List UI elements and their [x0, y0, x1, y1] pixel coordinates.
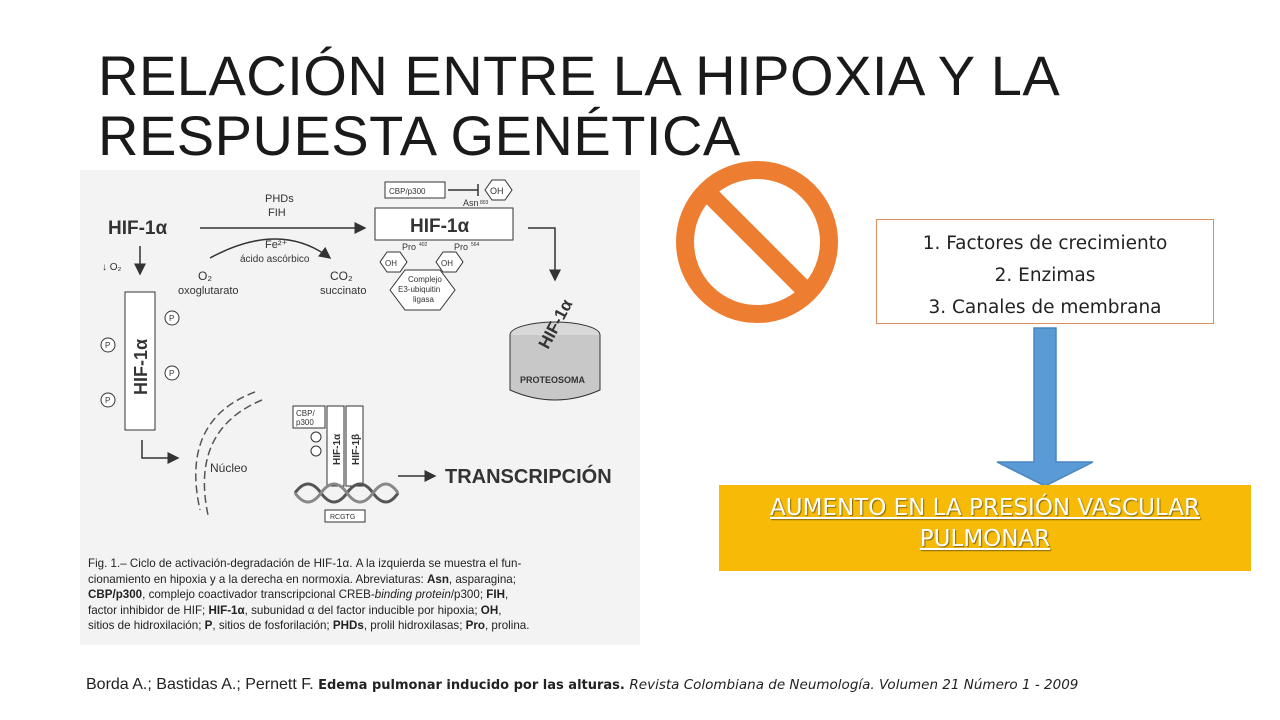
hif1a-tilted: HIF-1α	[534, 296, 577, 352]
hif1a-label: HIF-1α	[108, 218, 168, 239]
asn-label: Asn	[463, 198, 479, 208]
caption-l3e: FIH	[486, 588, 505, 602]
nucleus-label: Núcleo	[210, 461, 248, 475]
caption-l4e: ,	[498, 603, 502, 617]
hif1a-small: HIF-1α	[332, 433, 343, 465]
complejo-line3: ligasa	[413, 295, 434, 304]
ref-journal: Revista Colombiana de Neumología. Volumen 21 Número 1 - 2009	[629, 677, 1079, 693]
pro2-num: 564	[471, 242, 480, 248]
p-1: P	[169, 314, 175, 323]
caption-l5f: Pro	[465, 619, 485, 633]
proteasome-label: PROTEOSOMA	[520, 375, 586, 385]
caption-line-2	[88, 572, 636, 588]
hif1b-small: HIF-1β	[351, 433, 362, 465]
asn-num: 803	[480, 200, 489, 206]
figure-caption	[88, 556, 636, 634]
caption-l3f: ,	[504, 588, 509, 602]
caption-l2a: cionamiento en hipoxia y a la derecha en normoxia. Abreviaturas:	[88, 572, 427, 586]
result-box	[719, 485, 1251, 571]
succinate-label: succinato	[320, 285, 367, 297]
phds-label: PHDs	[265, 193, 294, 205]
title-line-2: RESPUESTA GENÉTICA	[98, 104, 741, 167]
caption-l5e: , prolil hidroxilasas;	[363, 619, 466, 633]
result-line-1: AUMENTO EN LA PRESIÓN VASCULAR	[770, 495, 1200, 521]
caption-line-1	[88, 556, 636, 572]
list-item-3: 3. Canales de membrana	[928, 297, 1162, 318]
caption-line-4	[88, 603, 636, 619]
caption-fig: Fig. 1.– Ciclo de activación-degradación de HIF-1α. A la izquierda se muestra el fun-	[88, 557, 522, 570]
caption-l3a: CBP/p300	[88, 588, 143, 602]
oxoglutarate-label: oxoglutarato	[178, 285, 239, 297]
p-4: P	[105, 396, 111, 405]
cbp-line2: p300	[296, 418, 314, 427]
caption-l5c: , sitios de fosforilación;	[212, 619, 333, 633]
ascorbic-label: ácido ascórbico	[240, 254, 310, 265]
caption-l4a: factor inhibidor de HIF;	[88, 603, 209, 617]
o2-label: O₂	[198, 269, 212, 283]
pro1-num: 402	[419, 242, 428, 248]
title-line-1: RELACIÓN ENTRE LA HIPOXIA Y LA	[98, 44, 1061, 107]
hif-diagram	[80, 170, 640, 550]
caption-l3c: binding protein	[374, 588, 451, 602]
caption-l5b: P	[204, 619, 213, 633]
fe-label: Fe²⁺	[265, 239, 288, 251]
caption-l3b: , complejo coactivador transcripcional CREB-	[142, 588, 375, 602]
caption-line-5	[88, 618, 636, 634]
pro2-label: Pro	[454, 242, 469, 252]
reference-citation	[86, 676, 1266, 694]
oh-top: OH	[490, 186, 504, 196]
caption-l4d: OH	[480, 603, 499, 617]
result-line-2: PULMONAR	[919, 526, 1051, 552]
fih-label: FIH	[268, 207, 286, 219]
hif1a-vertical: HIF-1α	[131, 338, 151, 395]
list-item-2: 2. Enzimas	[994, 265, 1096, 286]
prohibition-icon	[660, 158, 850, 328]
caption-l3d: /p300;	[450, 588, 487, 602]
co2-label: CO₂	[330, 269, 353, 283]
effects-list-box	[876, 219, 1214, 324]
caption-line-3	[88, 587, 636, 603]
p-2: P	[105, 341, 111, 350]
cbp-p300-top: CBP/p300	[389, 187, 426, 196]
transcription-label: TRANSCRIPCIÓN	[445, 466, 612, 488]
caption-l2c: , asparagina;	[448, 572, 516, 586]
caption-l5g: , prolina.	[484, 619, 530, 633]
complejo-line1: Complejo	[408, 275, 442, 284]
low-o2-label: ↓ O₂	[102, 262, 122, 273]
ref-article: Edema pulmonar inducido por las alturas.	[318, 678, 630, 693]
hif-cycle-figure	[80, 170, 640, 645]
rcgtg-label: RCGTG	[330, 514, 356, 521]
pro1-label: Pro	[402, 242, 417, 252]
caption-l2b: Asn	[427, 572, 449, 586]
down-arrow-icon	[996, 326, 1096, 488]
complejo-line2: E3-ubiquitin	[398, 285, 441, 294]
caption-l4b: HIF-1α	[208, 603, 245, 617]
slide-title	[98, 46, 1198, 166]
caption-l5a: sitios de hidroxilación;	[88, 619, 205, 633]
cbp-line1: CBP/	[296, 409, 315, 418]
ref-authors: Borda A.; Bastidas A.; Pernett F.	[86, 676, 319, 693]
caption-l5d: PHDs	[332, 619, 364, 633]
hif1a-box-label: HIF-1α	[410, 216, 470, 237]
oh-right: OH	[441, 259, 453, 268]
caption-l4c: , subunidad α del factor inducible por hipoxia;	[244, 603, 481, 617]
oh-left: OH	[385, 259, 397, 268]
list-item-1: 1. Factores de crecimiento	[922, 233, 1168, 254]
p-3: P	[169, 369, 175, 378]
